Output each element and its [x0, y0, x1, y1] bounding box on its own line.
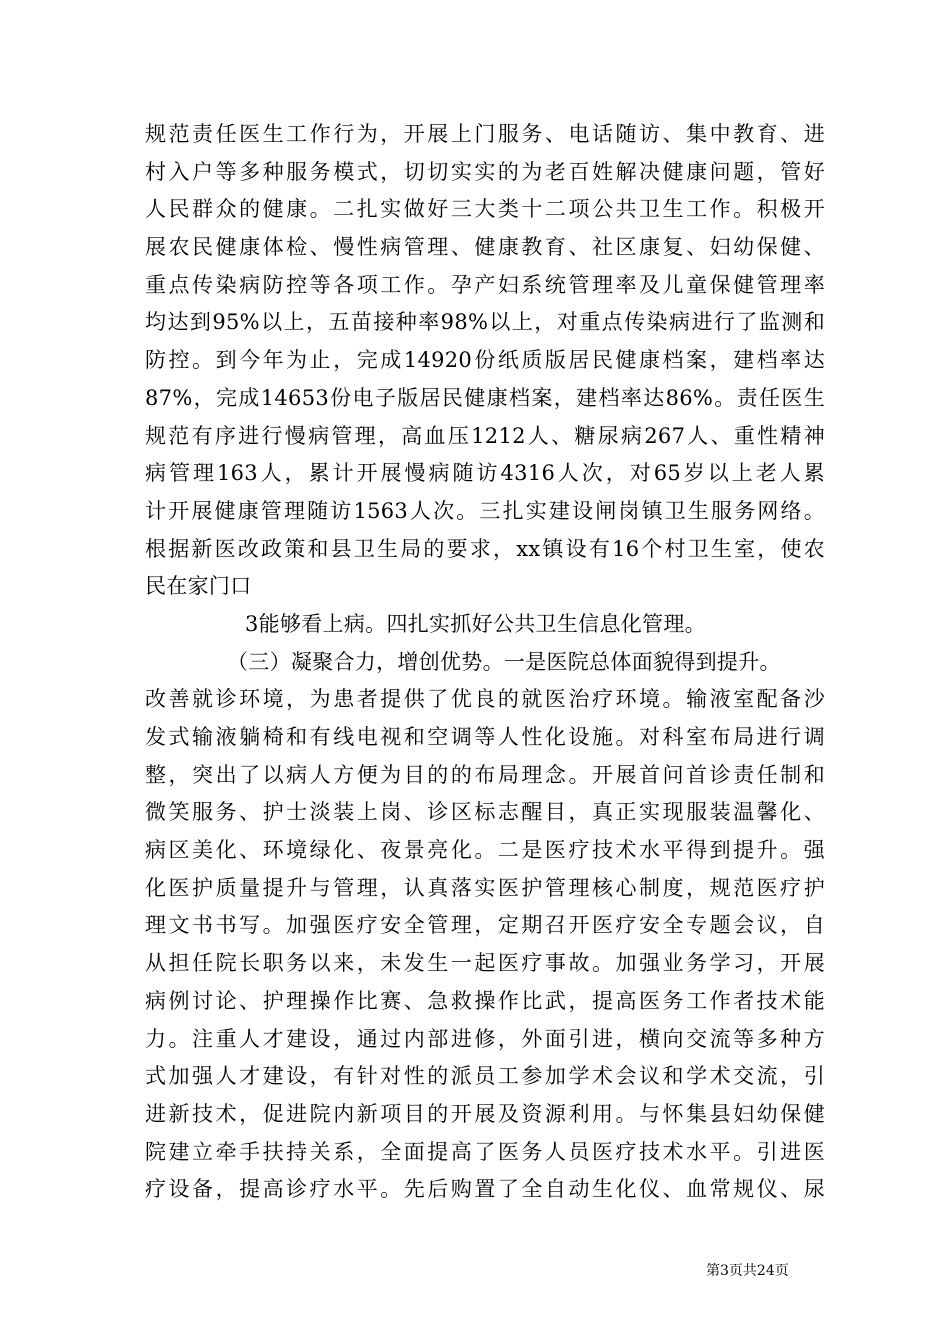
- text-line-13: 民在家门口: [145, 574, 252, 599]
- text-line-21: 化医护质量提升与管理，认真落实医护管理核心制度，规范医疗护: [145, 875, 825, 900]
- text-line-7: 防控。到今年为止，完成14920份纸质版居民健康档案，建档率达: [145, 348, 825, 373]
- text-line-9: 规范有序进行慢病管理，高血压1212人、糖尿病267人、重性精神: [145, 423, 825, 448]
- text-line-20: 病区美化、环境绿化、夜景亮化。二是医疗技术水平得到提升。强: [145, 838, 825, 863]
- text-line-23: 从担任院长职务以来，未发生一起医疗事故。加强业务学习，开展: [145, 951, 825, 976]
- text-line-26: 式加强人才建设，有针对性的派员工参加学术会议和学术交流，引: [145, 1064, 825, 1089]
- text-line-11: 计开展健康管理随访1563人次。三扎实建设闸岗镇卫生服务网络。: [145, 498, 825, 523]
- section-heading-line: （三）凝聚合力，增创优势。一是医院总体面貌得到提升。: [227, 649, 781, 674]
- body-text: [145, 116, 825, 1209]
- text-line-6: 均达到95%以上，五苗接种率98%以上，对重点传染病进行了监测和: [145, 310, 825, 335]
- text-line-19: 微笑服务、护士淡装上岗、诊区标志醒目，真正实现服装温馨化、: [145, 800, 825, 825]
- text-line-25: 力。注重人才建设，通过内部进修，外面引进，横向交流等多种方: [145, 1026, 825, 1051]
- page-number-footer: 第3页共24页: [706, 1263, 789, 1279]
- text-line-24: 病例讨论、护理操作比赛、急救操作比武，提高医务工作者技术能: [145, 988, 825, 1013]
- text-line-22: 理文书书写。加强医疗安全管理，定期召开医疗安全专题会议，自: [145, 913, 825, 938]
- text-line-14: 3能够看上病。四扎实抓好公共卫生信息化管理。: [245, 611, 706, 636]
- text-line-10: 病管理163人，累计开展慢病随访4316人次，对65岁以上老人累: [145, 461, 825, 486]
- text-line-17: 发式输液躺椅和有线电视和空调等人性化设施。对科室布局进行调: [145, 725, 825, 749]
- text-line-3: 人民群众的健康。二扎实做好三大类十二项公共卫生工作。积极开: [145, 197, 825, 222]
- text-line-4: 展农民健康体检、慢性病管理、健康教育、社区康复、妇幼保健、: [145, 235, 825, 260]
- text-line-8: 87%，完成14653份电子版居民健康档案，建档率达86%。责任医生: [145, 385, 825, 410]
- text-line-12: 根据新医改政策和县卫生局的要求，xx镇设有16个村卫生室，使农: [145, 536, 825, 561]
- text-line-1: 规范责任医生工作行为，开展上门服务、电话随访、集中教育、进: [145, 122, 825, 146]
- text-line-18: 整，突出了以病人方便为目的的布局理念。开展首问首诊责任制和: [145, 762, 825, 787]
- text-line-16: 改善就诊环境，为患者提供了优良的就医治疗环境。输液室配备沙: [145, 687, 825, 712]
- text-line-29: 疗设备，提高诊疗水平。先后购置了全自动生化仪、血常规仪、尿: [145, 1177, 825, 1202]
- text-line-5: 重点传染病防控等各项工作。孕产妇系统管理率及儿童保健管理率: [145, 272, 825, 297]
- text-line-2: 村入户等多种服务模式，切切实实的为老百姓解决健康问题，管好: [145, 159, 825, 184]
- text-line-28: 院建立牵手扶持关系，全面提高了医务人员医疗技术水平。引进医: [145, 1139, 825, 1164]
- text-line-27: 进新技术，促进院内新项目的开展及资源利用。与怀集县妇幼保健: [145, 1101, 825, 1126]
